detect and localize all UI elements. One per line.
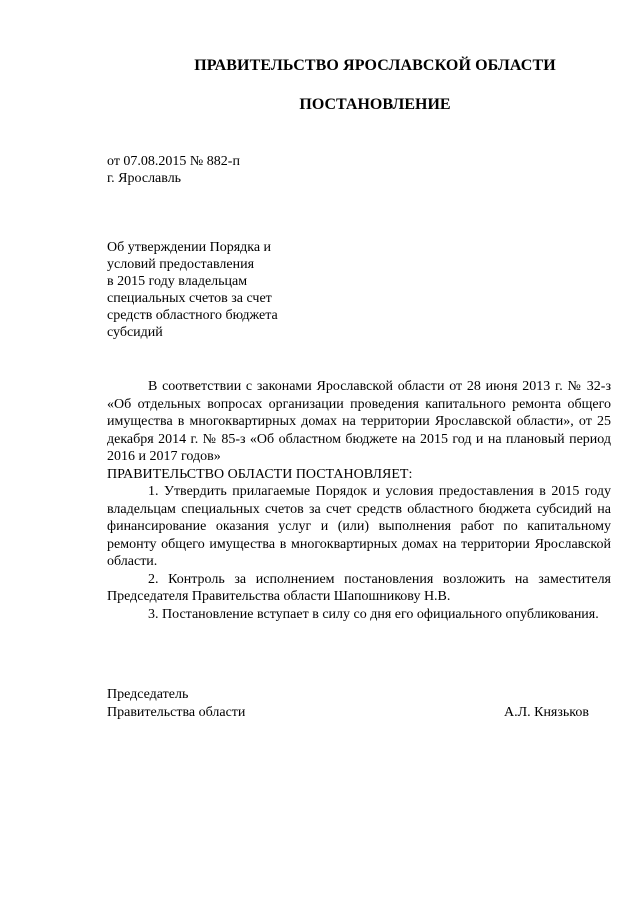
resolves-line: ПРАВИТЕЛЬСТВО ОБЛАСТИ ПОСТАНОВЛЯЕТ: xyxy=(107,466,413,482)
preamble-paragraph: В соответствии с законами Ярославской области от 28 июня 2013 г. № 32-з «Об отдельных вопросах организации проведения капитального ремонта общего имущества в многоквартирных домах на территории Ярославской области», от 25 декабря 2014 г. № 85-з «Об областном бюджете на 2015 год и на плановый период 2016 и 2017 годов» xyxy=(107,379,611,464)
item-paragraph: 2. Контроль за исполнением постановления возложить на заместителя Председателя Правительства области Шапошникову Н.В. xyxy=(107,571,611,604)
subject-line: специальных счетов за счет xyxy=(107,291,272,306)
signature-block xyxy=(107,686,611,721)
document-city: г. Ярославль xyxy=(107,171,182,186)
organization-heading: ПРАВИТЕЛЬСТВО ЯРОСЛАВСКОЙ ОБЛАСТИ xyxy=(194,57,556,74)
document-subject xyxy=(107,239,327,341)
subject-line: в 2015 году владельцам xyxy=(107,274,248,289)
item-paragraph: 3. Постановление вступает в силу со дня его официального опубликования. xyxy=(148,606,599,622)
document-body xyxy=(107,378,611,623)
item-paragraph: 1. Утвердить прилагаемые Порядок и условия предоставления в 2015 году владельцам специальных счетов за счет средств областного бюджета субсидий на финансирование оказания услуг и (или) выполнения работ по капитальному ремонту общего имущества в многоквартирных домах на территории Ярославской области. xyxy=(107,484,611,569)
signatory-name: А.Л. Князьков xyxy=(504,704,589,720)
subject-line: средств областного бюджета xyxy=(107,308,278,323)
document-date-number: от 07.08.2015 № 882-п xyxy=(107,154,240,169)
subject-line: субсидий xyxy=(107,325,163,340)
document-type-heading: ПОСТАНОВЛЕНИЕ xyxy=(299,96,451,113)
subject-line: Об утверждении Порядка и xyxy=(107,240,272,255)
signatory-title-line1: Председатель xyxy=(107,687,189,702)
subject-line: условий предоставления xyxy=(107,257,255,272)
signatory-title-line2: Правительства области xyxy=(107,704,246,720)
